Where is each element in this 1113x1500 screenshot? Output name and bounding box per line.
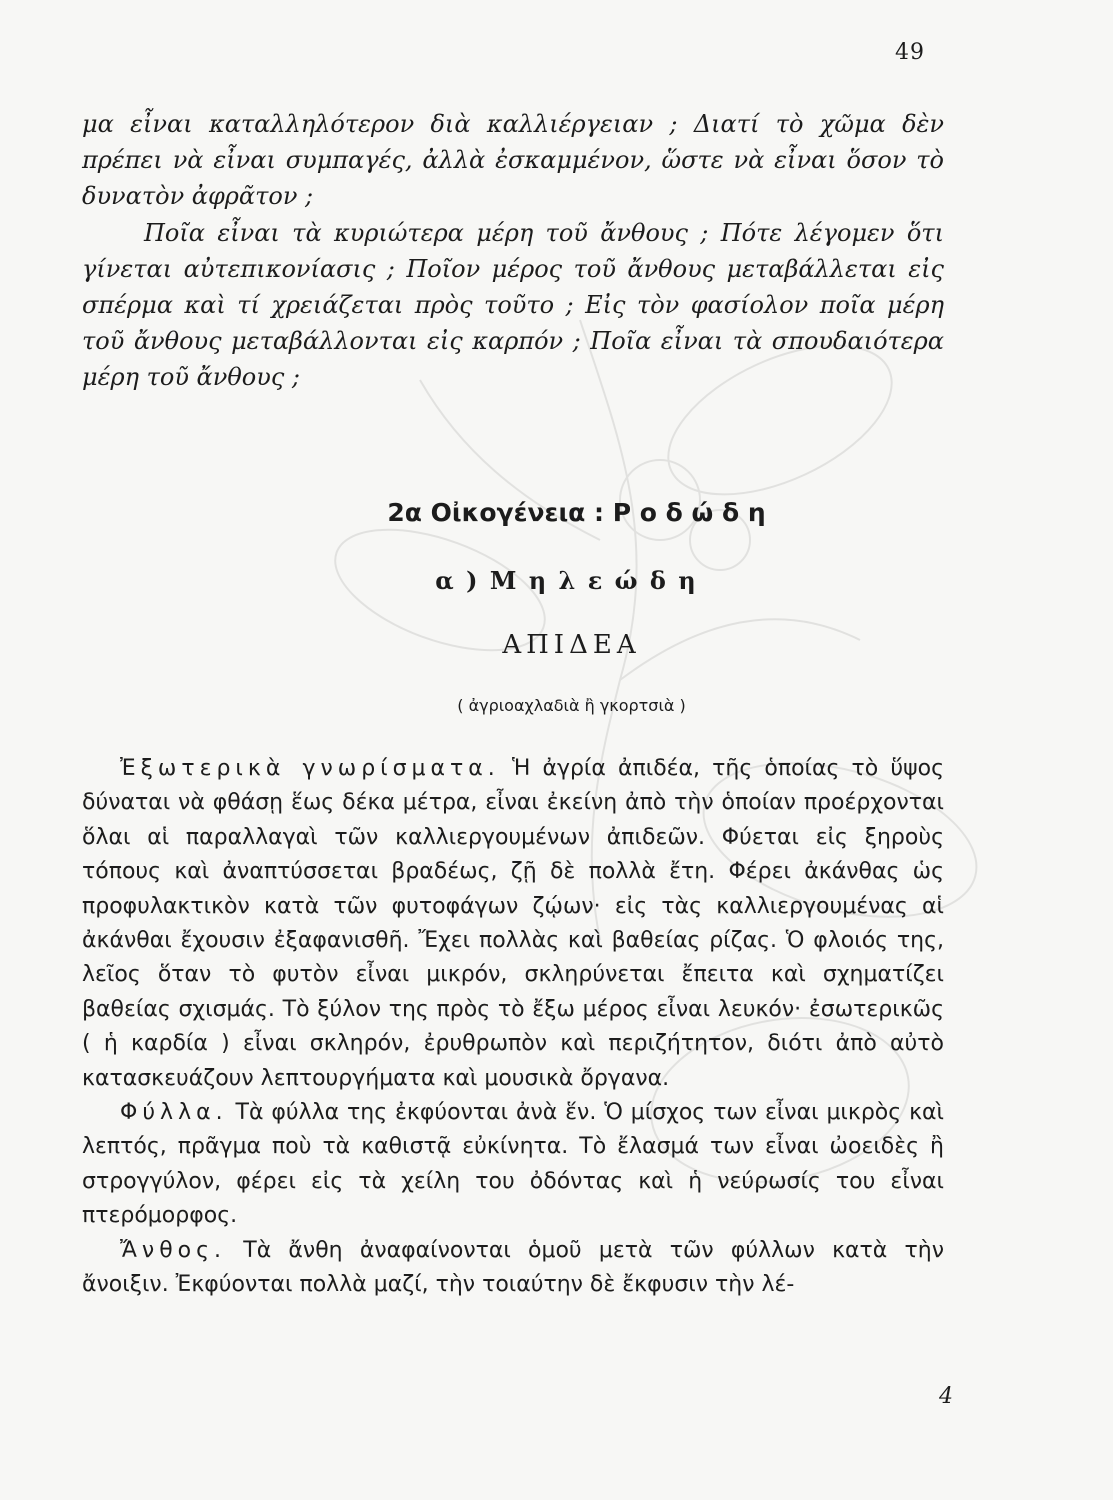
subfamily-heading: α ) Μ η λ ε ώ δ η bbox=[435, 566, 698, 595]
questions-paragraph: Ποῖα εἶναι τὰ κυριώτερα μέρη τοῦ ἄνθους ; Πότε λέγομεν ὅτι γίνεται αὐτεπικονίασις ; Ποῖον μέρος τοῦ ἄνθους μεταβάλλεται εἰς σπέρμα καὶ τί χρειάζεται πρὸς τοῦτο ; Εἰς τὸν φασίολον ποῖα μέρη τοῦ ἄνθους μεταβάλλονται εἰς καρπόν ; Ποῖα εἶναι τὰ σπουδαιότερα μέρη τοῦ ἄνθους ; bbox=[82, 218, 944, 392]
section-external-features bbox=[82, 752, 944, 1096]
section-leaves bbox=[82, 1096, 944, 1234]
section-text: Τὰ ἄνθη ἀναφαίνονται ὁμοῦ μετὰ τῶν φύλλων κατὰ τὴν ἄνοιξιν. Ἐκφύονται πολλὰ μαζί, τὴν τοιαύτην δὲ ἔκφυσιν τὴν λέ- bbox=[82, 1237, 944, 1298]
species-title: ΑΠΙΔΕΑ bbox=[502, 630, 641, 660]
page-number: 49 bbox=[895, 40, 925, 65]
section-flower bbox=[82, 1234, 944, 1303]
section-text: Ἡ ἀγρία ἀπιδέα, τῆς ὁποίας τὸ ὕψος δύναται νὰ φθάσῃ ἕως δέκα μέτρα, εἶναι ἐκείνη ἀπὸ τὴν ὁποίαν προέρχονται ὅλαι αἱ παραλλαγαὶ τῶν καλλιεργουμένων ἀπιδεῶν. Φύεται εἰς ξηροὺς τόπους καὶ ἀναπτύσσεται βραδέως, ζῇ δὲ πολλὰ ἔτη. Φέρει ἀκάνθας ὡς προφυλακτικὸν κατὰ τῶν φυτοφάγων ζῴων· εἰς τὰς καλλιεργουμένας αἱ ἀκάνθαι ἔχουσιν ἐξαφανισθῆ. Ἔχει πολλὰς καὶ βαθείας ρίζας. Ὁ φλοιός της, λεῖος ὅταν τὸ φυτὸν εἶναι μικρόν, σκληρύνεται ἔπειτα καὶ σχηματίζει βαθείας σχισμάς. Τὸ ξύλον της πρὸς τὸ ἔξω μέρος εἶναι λευκόν· ἐσωτερικῶς ( ἡ καρδία ) εἶναι σκληρόν, ἐρυθρωπὸν καὶ περιζήτητον, διότι ἀπὸ αὐτὸ κατασκευάζουν λεπτουργήματα καὶ μουσικὰ ὄργανα. bbox=[82, 756, 944, 1091]
review-questions bbox=[82, 106, 944, 396]
section-heading: Ἄνθος. bbox=[120, 1237, 227, 1263]
section-heading: Φύλλα. bbox=[120, 1100, 228, 1126]
species-description bbox=[82, 752, 944, 1303]
family-heading: 2α Οἰκογένεια : Ρ ο δ ώ δ η bbox=[387, 498, 766, 527]
questions-paragraph: μα εἶναι καταλληλότερον διὰ καλλιέργειαν ; Διατί τὸ χῶμα δὲν πρέπει νὰ εἶναι συμπαγές, ἀλλὰ ἐσκαμμένον, ὥστε νὰ εἶναι ὅσον τὸ δυνατὸν ἀφρᾶτον ; bbox=[82, 110, 944, 211]
section-text: Τὰ φύλλα της ἐκφύονται ἀνὰ ἕν. Ὁ μίσχος των εἶναι μικρὸς καὶ λεπτός, πρᾶγμα ποὺ τὰ καθιστᾷ εὐκίνητα. Τὸ ἔλασμά των εἶναι ὠοειδὲς ἢ στρογγύλον, φέρει εἰς τὰ χείλη του ὀδόντας καὶ ἡ νεύρωσίς του εἶναι πτερόμορφος. bbox=[82, 1100, 944, 1229]
section-heading: Ἐξωτερικὰ γνωρίσματα. bbox=[120, 756, 500, 781]
signature-mark: 4 bbox=[939, 1384, 953, 1409]
common-names: ( ἀγριοαχλαδιὰ ἢ γκορτσιὰ ) bbox=[457, 696, 686, 715]
